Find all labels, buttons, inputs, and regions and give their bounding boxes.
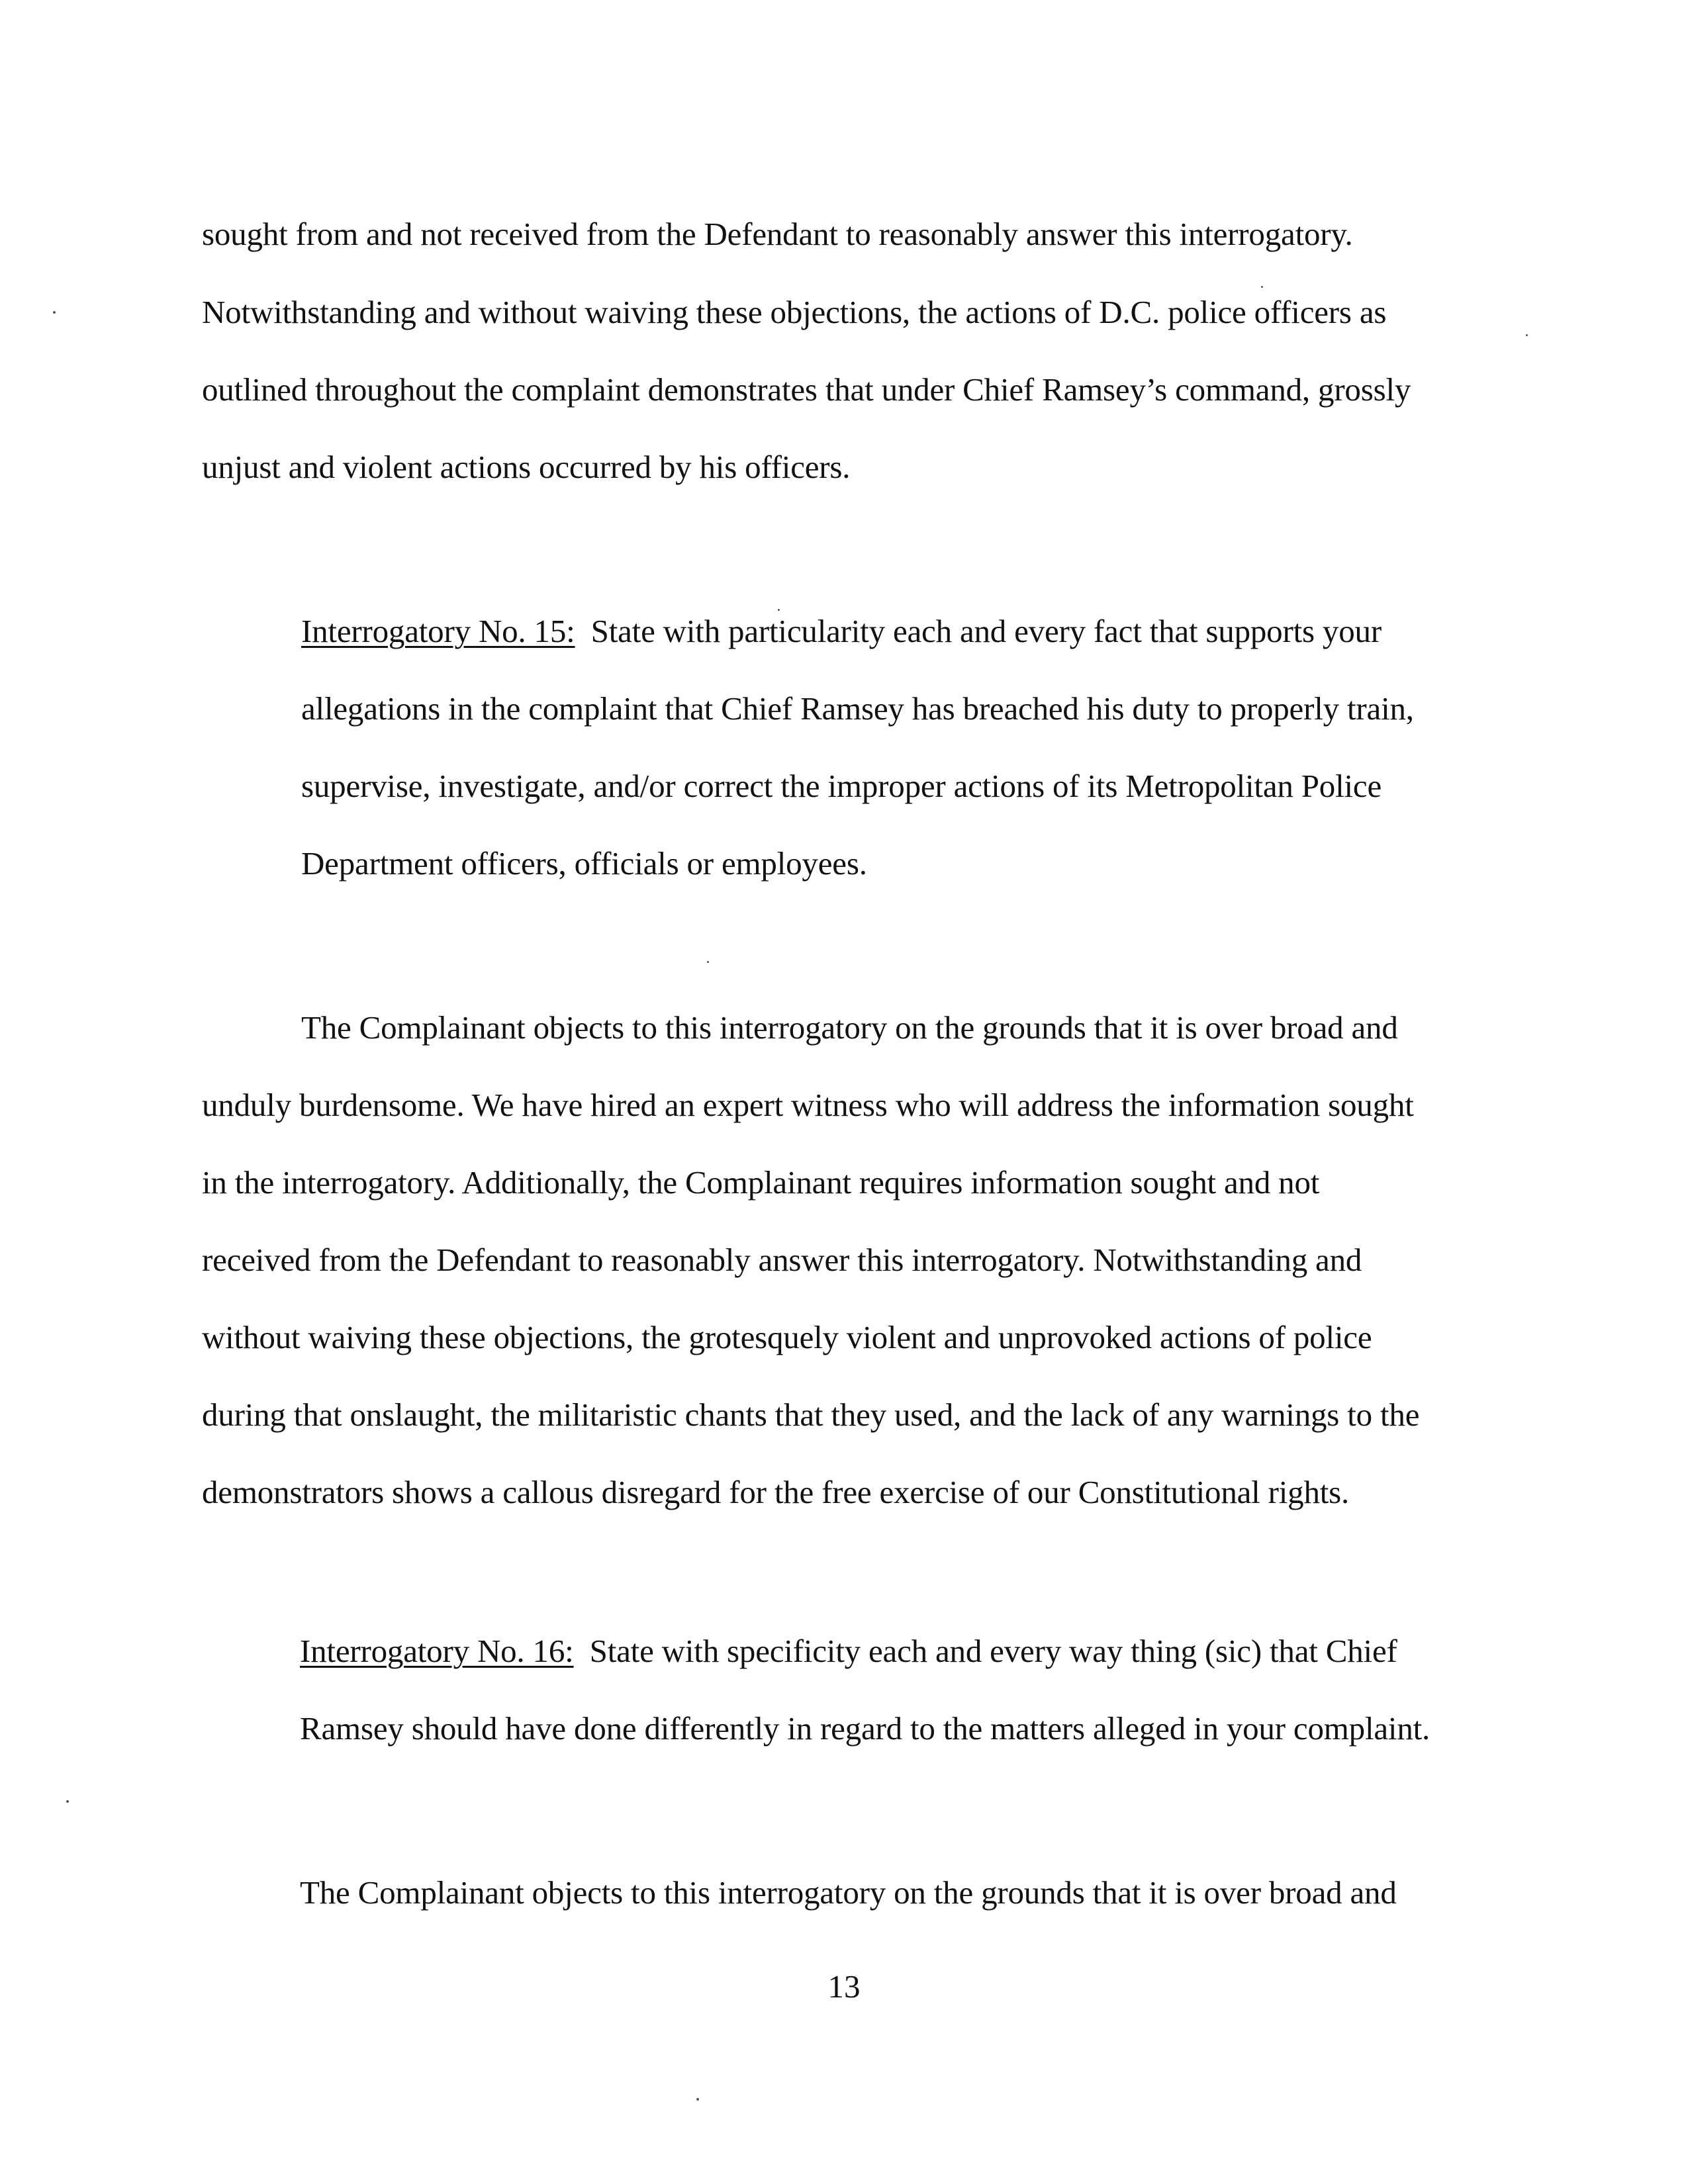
text-line: demonstrators shows a callous disregard for the free exercise of our Constitutional rights.: [202, 1474, 1350, 1510]
interrogatory-label: Interrogatory No. 16:: [300, 1633, 574, 1669]
scan-speck: [707, 961, 709, 963]
text-line: The Complainant objects to this interrogatory on the grounds that it is over broad and: [301, 1009, 1398, 1046]
page-number: 13: [827, 1968, 861, 2005]
scan-speck: [778, 609, 780, 611]
text-line: during that onslaught, the militaristic chants that they used, and the lack of any warnings to the: [202, 1396, 1420, 1433]
text-line: outlined throughout the complaint demonstrates that under Chief Ramsey’s command, grossly: [202, 371, 1411, 408]
interrogatory-label: Interrogatory No. 15:: [301, 613, 575, 649]
text-line: unjust and violent actions occurred by his officers.: [202, 449, 851, 485]
text-line: in the interrogatory. Additionally, the Complainant requires information sought and not: [202, 1164, 1320, 1201]
scan-speck: [1526, 334, 1528, 336]
scan-speck: [53, 311, 56, 314]
text-line: allegations in the complaint that Chief Ramsey has breached his duty to properly train,: [301, 690, 1414, 727]
scan-speck: [66, 1800, 69, 1803]
text-line: Ramsey should have done differently in regard to the matters alleged in your complaint.: [300, 1710, 1430, 1747]
scan-speck: [1261, 286, 1263, 288]
text-line: Department officers, officials or employees.: [301, 845, 867, 882]
text-line: received from the Defendant to reasonably answer this interrogatory. Notwithstanding and: [202, 1242, 1362, 1278]
text-line: Notwithstanding and without waiving these objections, the actions of D.C. police officers as: [202, 294, 1387, 330]
text-line: sought from and not received from the Defendant to reasonably answer this interrogatory.: [202, 216, 1353, 252]
text-line: The Complainant objects to this interrogatory on the grounds that it is over broad and: [300, 1874, 1397, 1911]
text-line: without waiving these objections, the grotesquely violent and unprovoked actions of police: [202, 1319, 1372, 1355]
text-line: unduly burdensome. We have hired an expert witness who will address the information sought: [202, 1087, 1414, 1123]
scan-speck: [696, 2098, 699, 2101]
interrogatory-text: State with particularity each and every fact that supports your: [590, 613, 1382, 649]
text-line: [301, 612, 1382, 651]
interrogatory-text: State with specificity each and every way thing (sic) that Chief: [589, 1633, 1397, 1669]
text-line: supervise, investigate, and/or correct the improper actions of its Metropolitan Police: [301, 768, 1382, 804]
text-line: [300, 1631, 1397, 1671]
